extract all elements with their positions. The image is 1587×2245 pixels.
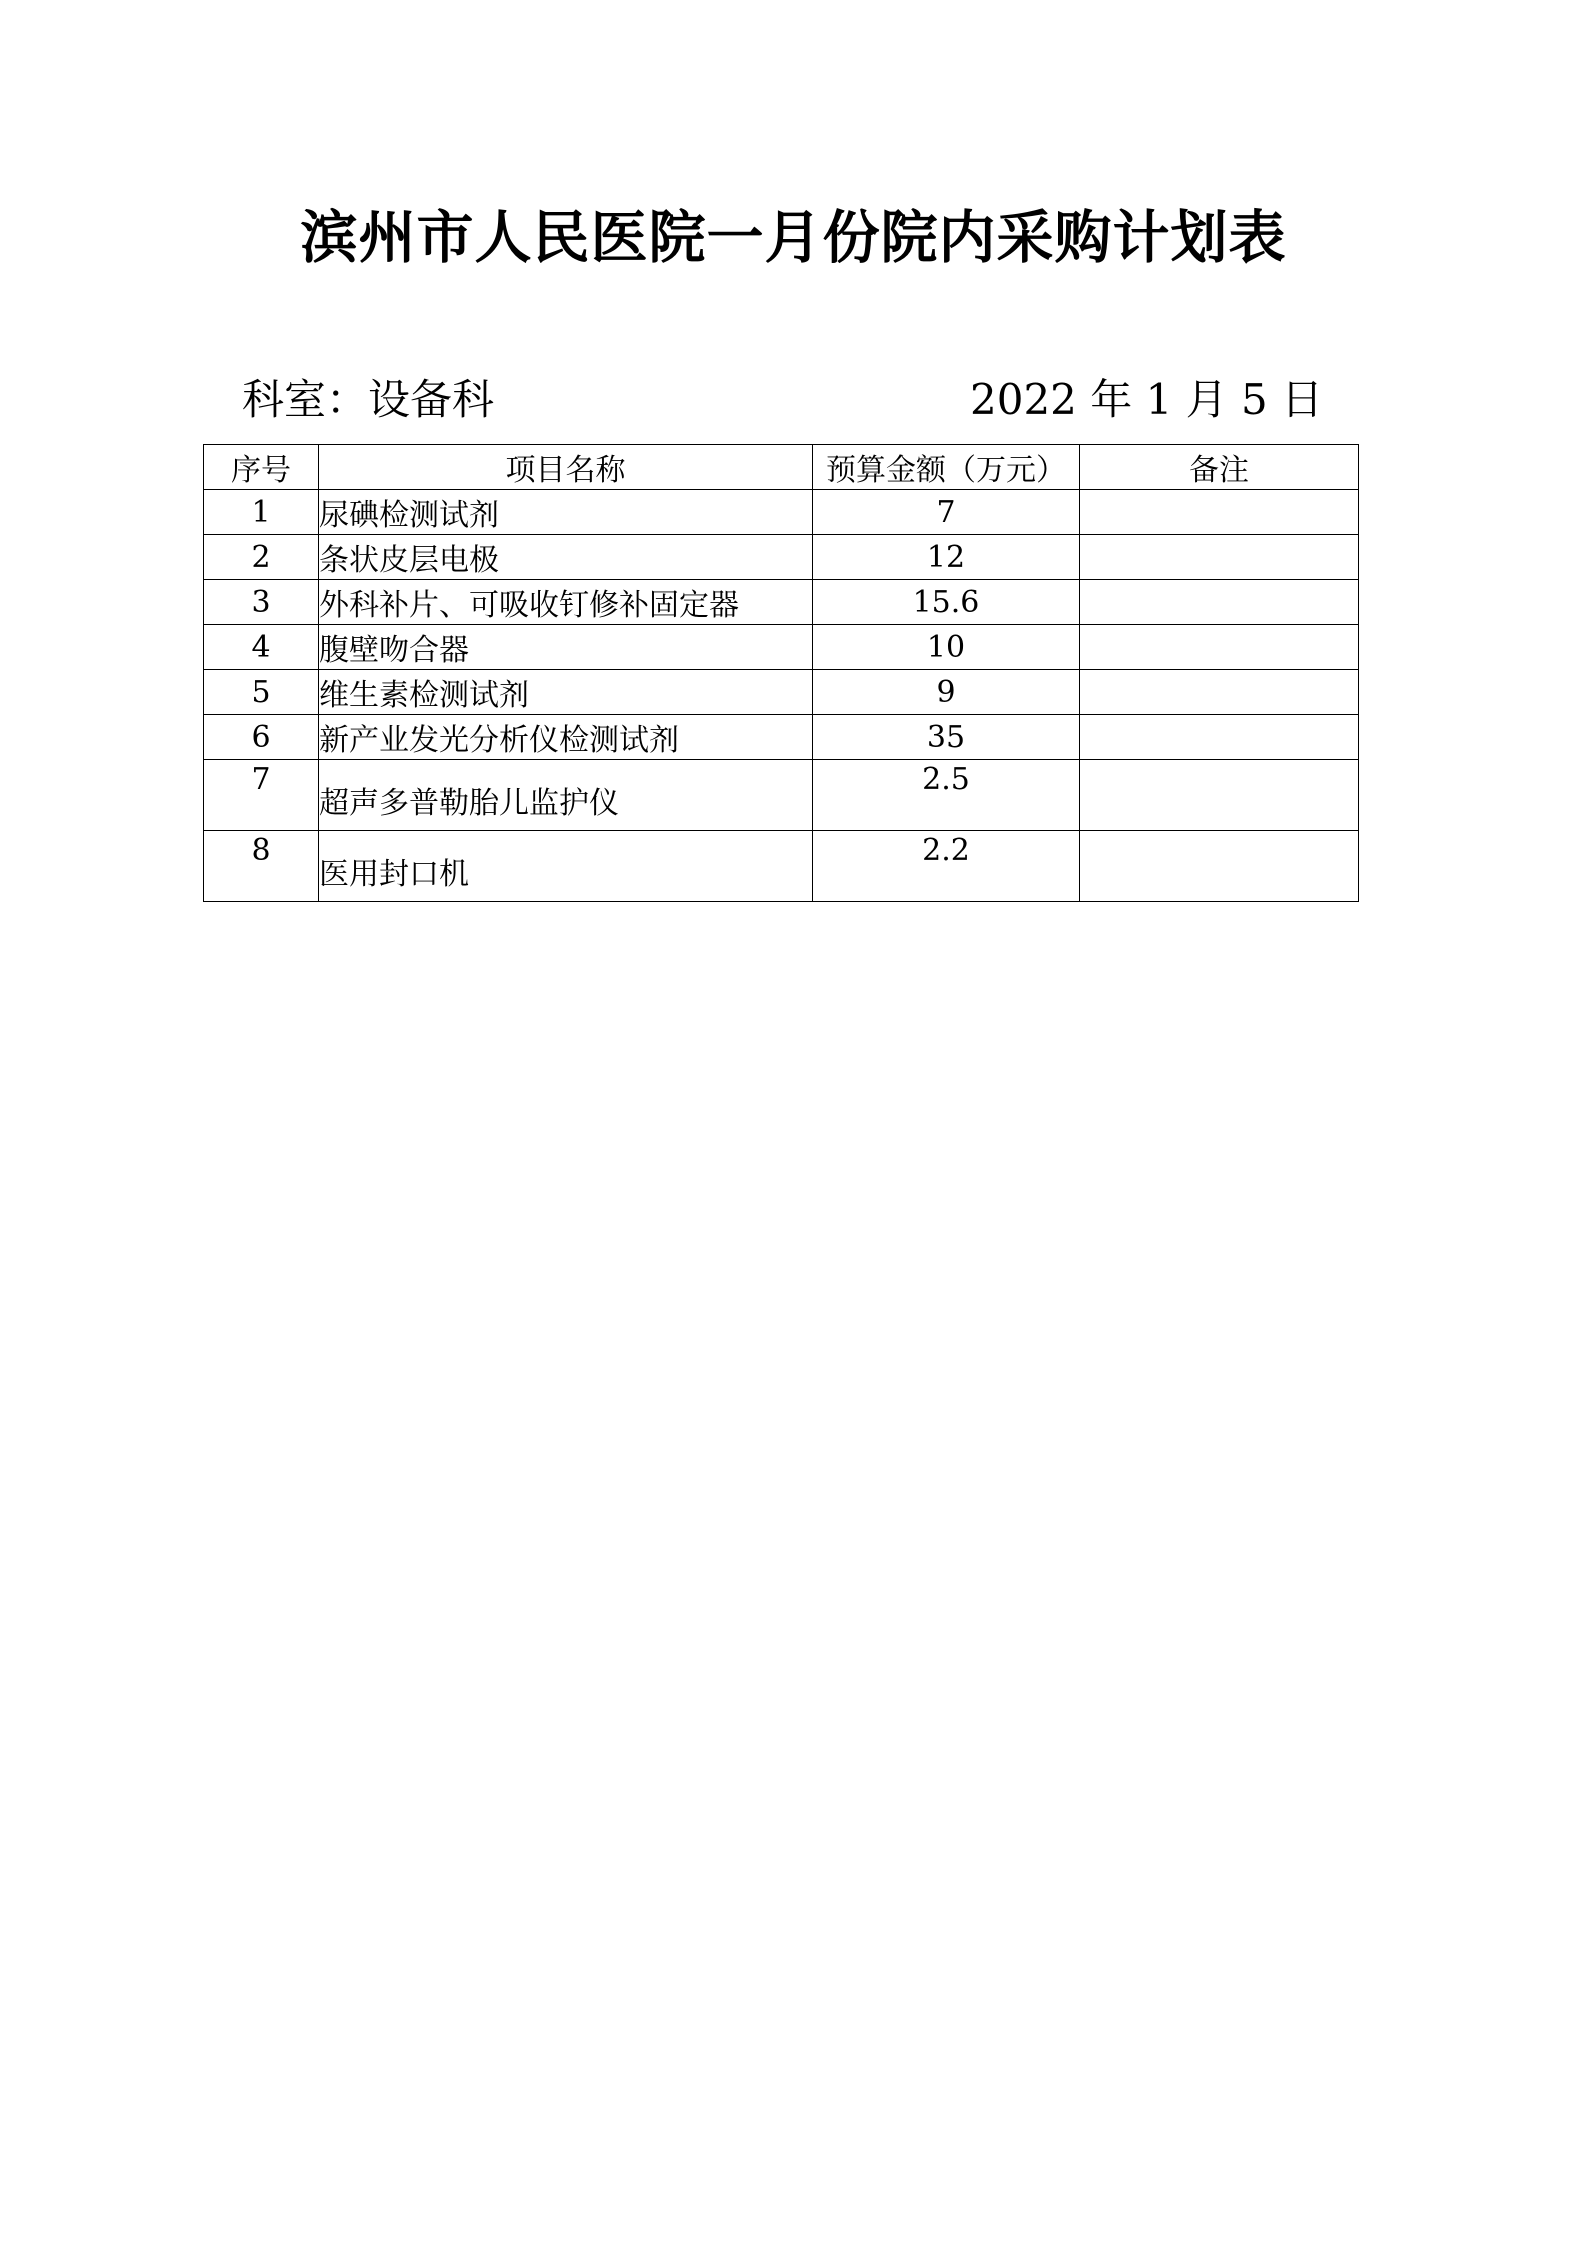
row-remarks [1080, 535, 1359, 580]
row-serial-number: 1 [204, 490, 319, 535]
row-budget-amount: 2.5 [813, 760, 1080, 831]
row-item-name: 尿碘检测试剂 [319, 490, 813, 535]
row-item-name: 维生素检测试剂 [319, 670, 813, 715]
row-serial-number: 5 [204, 670, 319, 715]
header-budget-amount: 预算金额（万元） [813, 445, 1080, 490]
row-item-name: 新产业发光分析仪检测试剂 [319, 715, 813, 760]
row-remarks [1080, 715, 1359, 760]
row-remarks [1080, 625, 1359, 670]
document-date: 2022 年 1 月 5 日 [970, 375, 1324, 424]
procurement-table [203, 444, 1359, 902]
row-serial-number: 8 [204, 831, 319, 902]
row-budget-amount: 35 [813, 715, 1080, 760]
table-row [204, 715, 1359, 760]
row-remarks [1080, 490, 1359, 535]
document-title: 滨州市人民医院一月份院内采购计划表 [300, 204, 1287, 271]
table-row [204, 831, 1359, 902]
row-remarks [1080, 580, 1359, 625]
table-row [204, 535, 1359, 580]
department-label: 科室：设备科 [242, 375, 495, 424]
row-item-name: 医用封口机 [319, 831, 813, 902]
row-budget-amount: 7 [813, 490, 1080, 535]
table-row [204, 490, 1359, 535]
row-item-name: 外科补片、可吸收钉修补固定器 [319, 580, 813, 625]
row-budget-amount: 12 [813, 535, 1080, 580]
row-serial-number: 2 [204, 535, 319, 580]
row-remarks [1080, 831, 1359, 902]
header-serial-number: 序号 [204, 445, 319, 490]
row-remarks [1080, 760, 1359, 831]
table-row [204, 760, 1359, 831]
table-header-row [204, 445, 1359, 490]
row-serial-number: 6 [204, 715, 319, 760]
row-budget-amount: 9 [813, 670, 1080, 715]
row-serial-number: 3 [204, 580, 319, 625]
table-row [204, 580, 1359, 625]
row-item-name: 条状皮层电极 [319, 535, 813, 580]
row-budget-amount: 15.6 [813, 580, 1080, 625]
row-serial-number: 7 [204, 760, 319, 831]
header-item-name: 项目名称 [319, 445, 813, 490]
row-item-name: 腹壁吻合器 [319, 625, 813, 670]
row-item-name: 超声多普勒胎儿监护仪 [319, 760, 813, 831]
row-budget-amount: 2.2 [813, 831, 1080, 902]
table-row [204, 670, 1359, 715]
row-budget-amount: 10 [813, 625, 1080, 670]
header-remarks: 备注 [1080, 445, 1359, 490]
row-remarks [1080, 670, 1359, 715]
table-row [204, 625, 1359, 670]
row-serial-number: 4 [204, 625, 319, 670]
